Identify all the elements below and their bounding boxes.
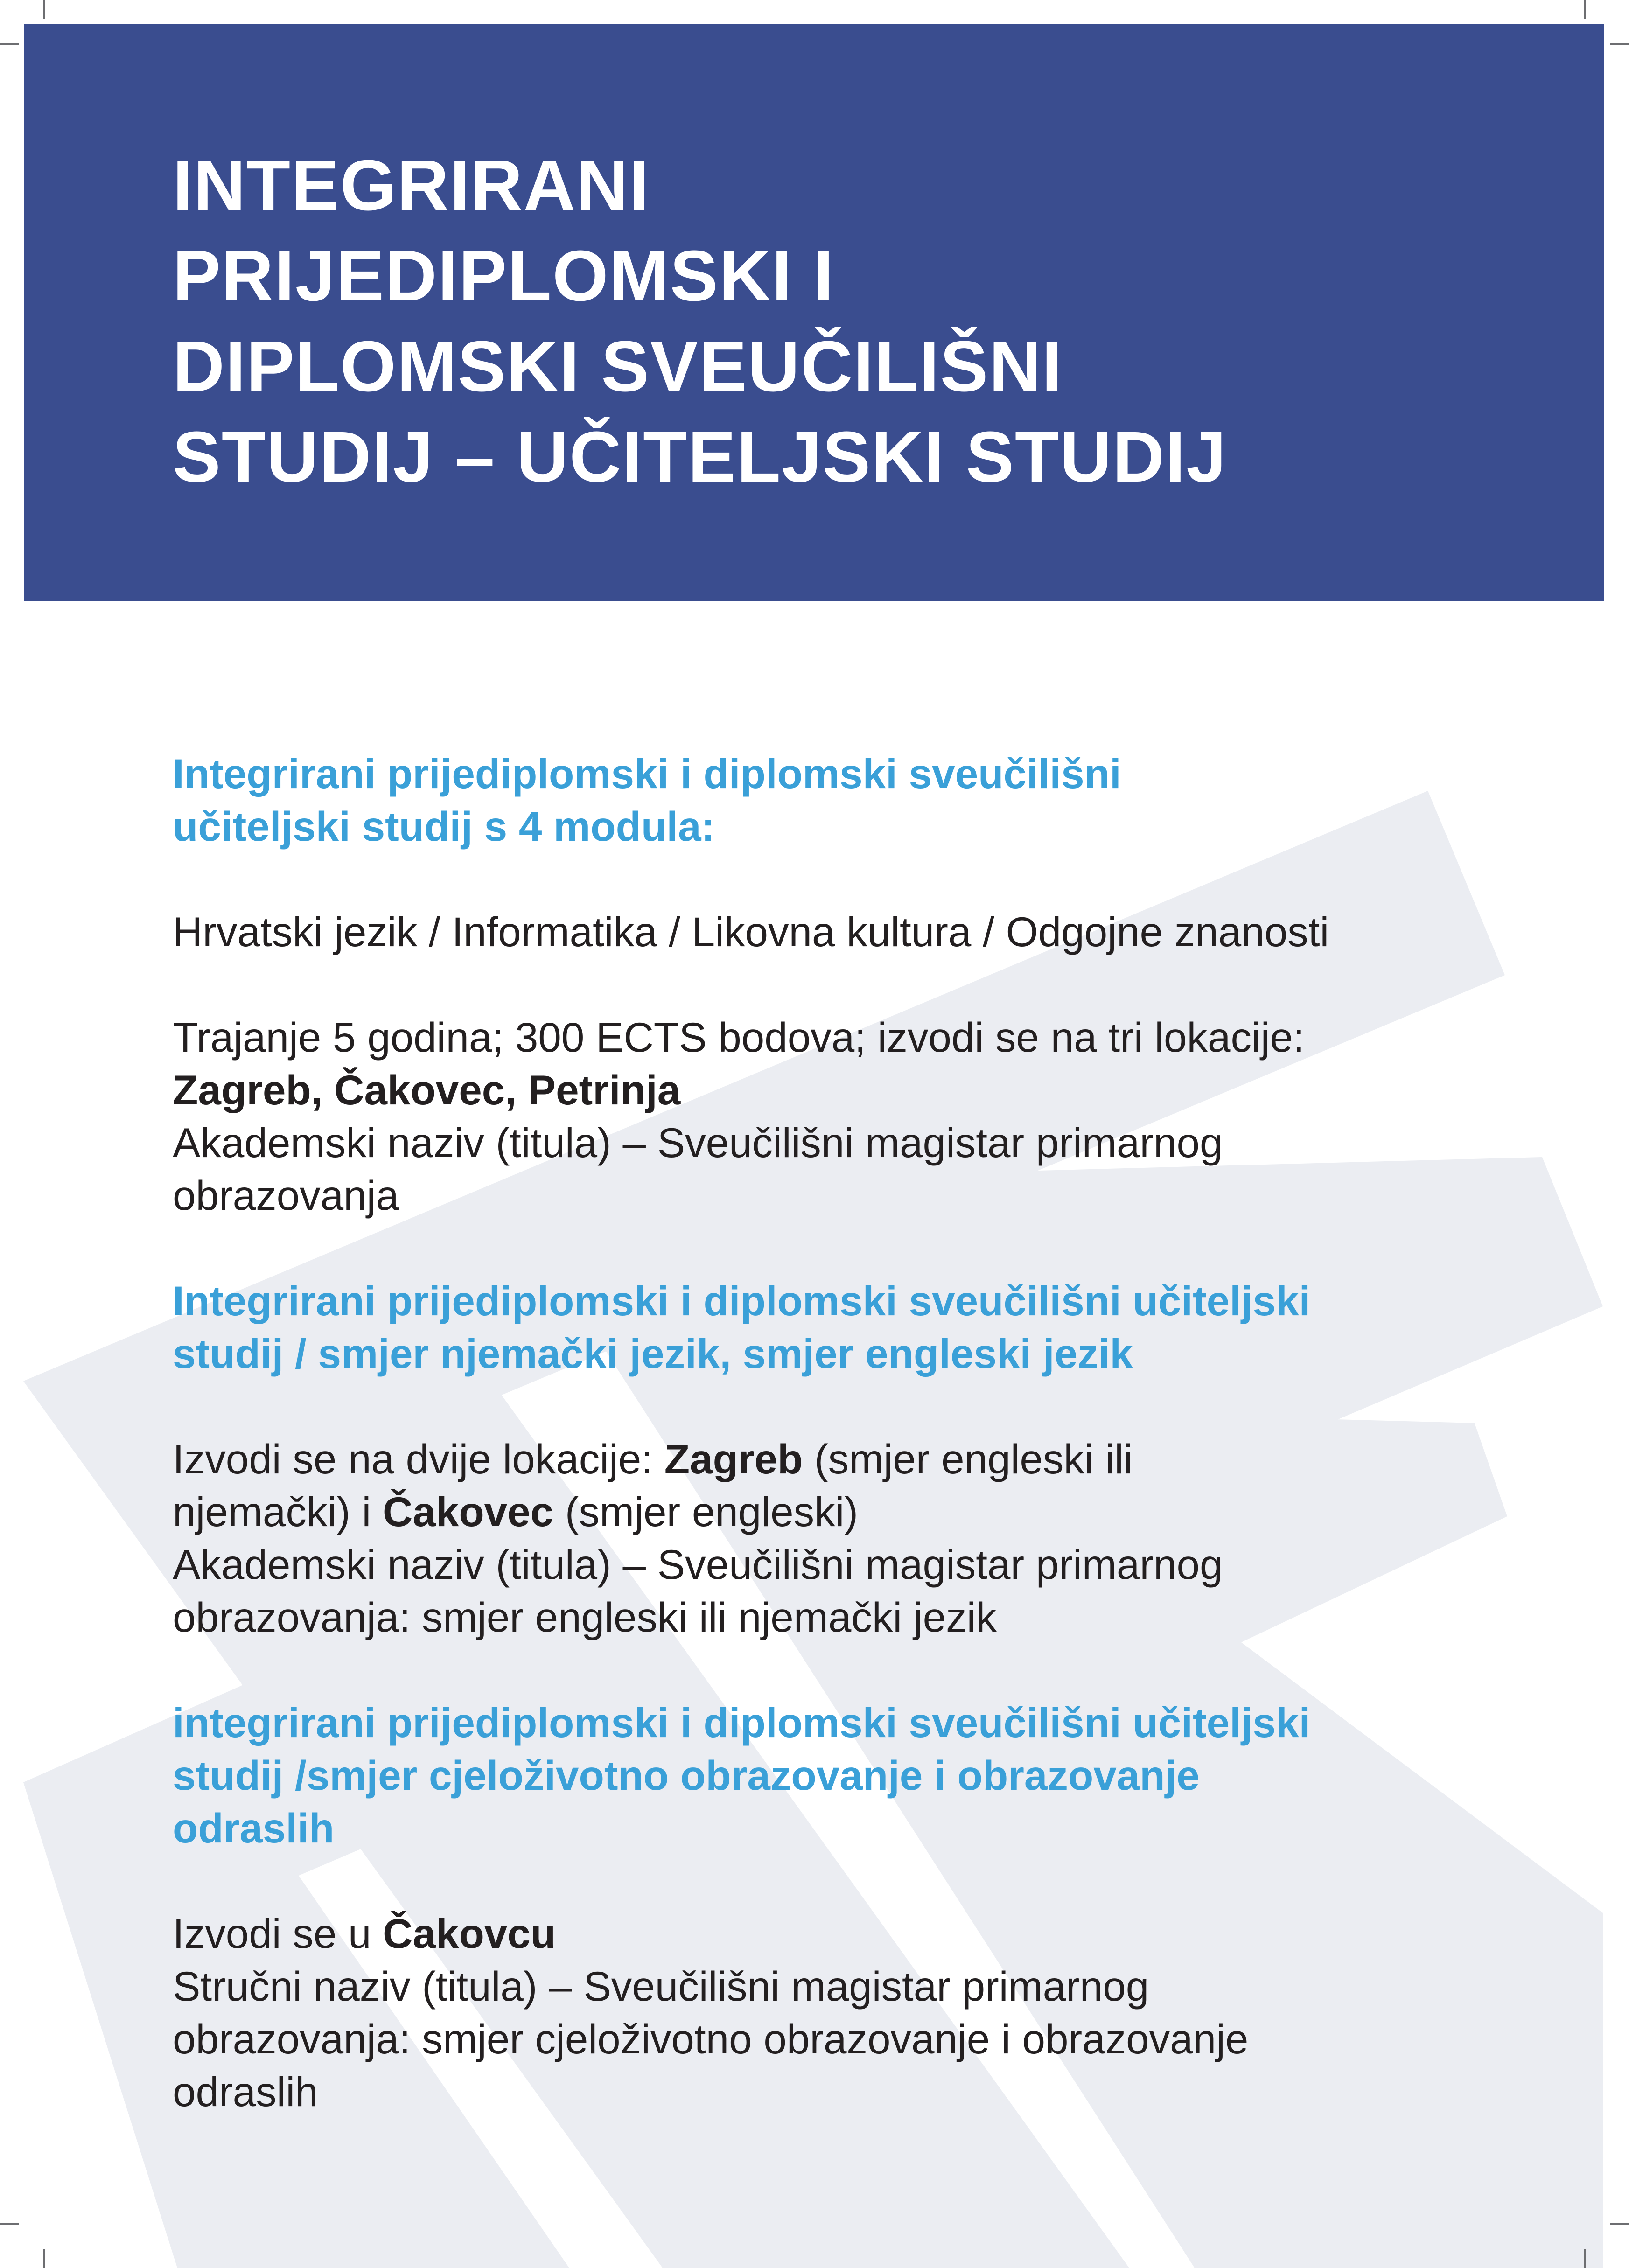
crop-mark: [0, 43, 19, 45]
modules-list: [173, 906, 1573, 958]
heading-line: učiteljski studij s 4 modula:: [173, 803, 715, 850]
program-details: [173, 1433, 1573, 1644]
crop-mark: [0, 2223, 19, 2225]
academic-title-line: Akademski naziv (titula) – Sveučilišni magistar primarnog: [173, 1119, 1223, 1166]
crop-mark: [43, 0, 45, 19]
title-line: INTEGRIRANI: [173, 145, 650, 225]
professional-title-line: Stručni naziv (titula) – Sveučilišni magistar primarnog: [173, 1963, 1149, 2010]
heading-line: integrirani prijediplomski i diplomski sveučilišni učiteljski: [173, 1699, 1311, 1746]
section-heading: [173, 747, 1573, 853]
locations-text: Zagreb, Čakovec, Petrinja: [173, 1067, 681, 1113]
professional-title-line: odraslih: [173, 2068, 318, 2115]
program-section-lifelong-learning: [173, 1696, 1573, 2118]
heading-line: odraslih: [173, 1805, 335, 1851]
program-details: [173, 1907, 1573, 2118]
title-line: DIPLOMSKI SVEUČILIŠNI: [173, 326, 1063, 406]
location-zagreb: Zagreb: [664, 1436, 803, 1482]
program-section-four-modules: [173, 747, 1573, 1222]
academic-title-line: obrazovanja: [173, 1172, 399, 1219]
crop-mark: [43, 2249, 45, 2268]
title-line: PRIJEDIPLOMSKI I: [173, 236, 835, 316]
heading-line: Integrirani prijediplomski i diplomski sveučilišni učiteljski: [173, 1277, 1311, 1324]
main-content: [173, 747, 1573, 2118]
location-cakovec: Čakovcu: [383, 1910, 556, 1957]
title-line: STUDIJ – UČITELJSKI STUDIJ: [173, 417, 1227, 497]
crop-mark: [1610, 2223, 1629, 2225]
crop-mark: [1584, 2249, 1586, 2268]
crop-mark: [1584, 0, 1586, 19]
heading-line: Integrirani prijediplomski i diplomski sveučilišni: [173, 750, 1121, 797]
header-banner: [24, 24, 1604, 601]
modules-text: Hrvatski jezik / Informatika / Likovna kultura / Odgojne znanosti: [173, 908, 1329, 955]
heading-line: studij /smjer cjeloživotno obrazovanje i obrazovanje: [173, 1752, 1200, 1799]
heading-line: studij / smjer njemački jezik, smjer engleski jezik: [173, 1330, 1133, 1377]
program-section-languages: [173, 1275, 1573, 1644]
section-heading: [173, 1696, 1573, 1855]
duration-text: Trajanje 5 godina; 300 ECTS bodova; izvodi se na tri lokacije:: [173, 1014, 1305, 1061]
academic-title-line: Akademski naziv (titula) – Sveučilišni magistar primarnog: [173, 1541, 1223, 1588]
crop-mark: [1610, 43, 1629, 45]
section-heading: [173, 1275, 1573, 1380]
academic-title-line: obrazovanja: smjer engleski ili njemački jezik: [173, 1594, 997, 1640]
locations-line: njemački) i Čakovec (smjer engleski): [173, 1488, 858, 1535]
professional-title-line: obrazovanja: smjer cjeloživotno obrazovanje i obrazovanje: [173, 2016, 1249, 2062]
page-title: [173, 140, 1227, 502]
locations-line: Izvodi se u Čakovcu: [173, 1910, 556, 1957]
locations-line: Izvodi se na dvije lokacije: Zagreb (smjer engleski ili: [173, 1436, 1133, 1482]
program-details: [173, 1011, 1573, 1222]
location-cakovec: Čakovec: [383, 1488, 554, 1535]
